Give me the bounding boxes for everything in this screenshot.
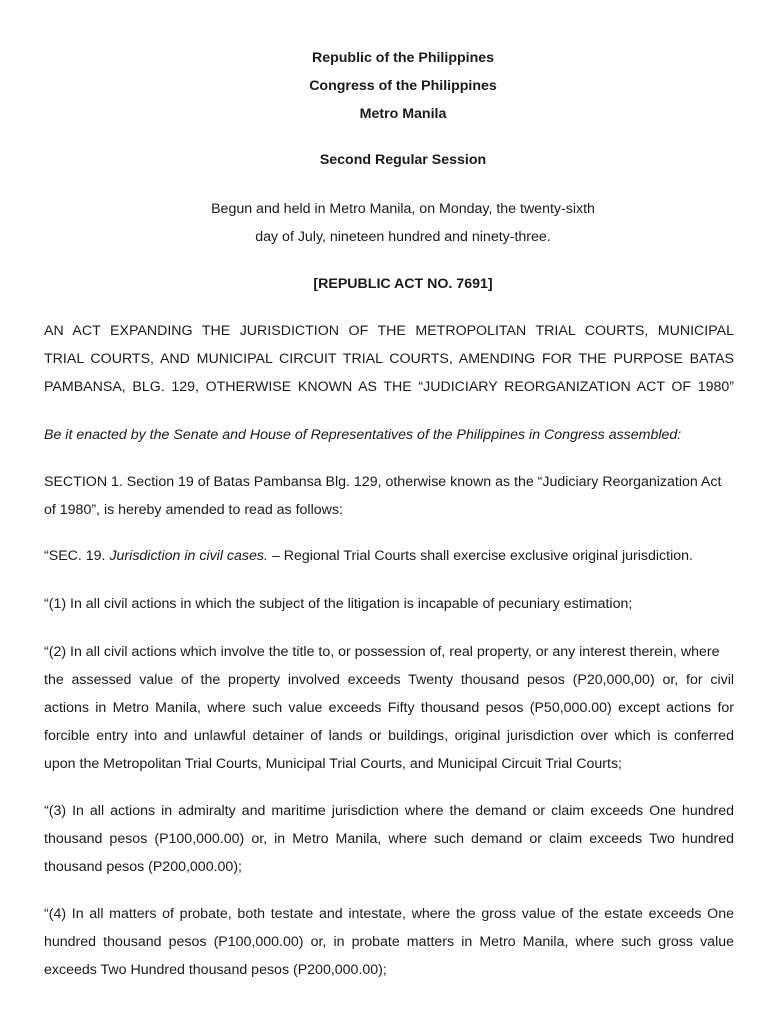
act-number: [REPUBLIC ACT NO. 7691]: [313, 276, 493, 292]
item-3-line: thousand pesos (P100,000.00) or, in Metro Manila, where such demand or claim exceeds Two hundred: [44, 831, 734, 847]
header-congress: Congress of the Philippines: [309, 78, 497, 94]
item-4-line: hundred thousand pesos (P100,000.00) or, in probate matters in Metro Manila, where such gross value: [44, 934, 734, 950]
section-1-line: SECTION 1. Section 19 of Batas Pambansa Blg. 129, otherwise known as the “Judiciary Reorganization Act: [44, 474, 722, 490]
item-2-line: the assessed value of the property involved exceeds Twenty thousand pesos (P20,000,00) or, for civil: [44, 672, 734, 688]
item-2-line: “(2) In all civil actions which involve the title to, or possession of, real property, or any interest therein, where: [44, 644, 720, 660]
item-2-line: upon the Metropolitan Trial Courts, Municipal Trial Courts, and Municipal Circuit Trial Courts;: [44, 756, 622, 772]
sec-19-rest: – Regional Trial Courts shall exercise exclusive original jurisdiction.: [267, 548, 693, 564]
session-title: Second Regular Session: [319, 152, 487, 168]
act-title-line: AN ACT EXPANDING THE JURISDICTION OF THE METROPOLITAN TRIAL COURTS, MUNICIPAL: [44, 323, 734, 339]
item-1: “(1) In all civil actions in which the subject of the litigation is incapable of pecuniary estimation;: [44, 596, 633, 612]
section-1-line: of 1980”, is hereby amended to read as follows:: [44, 502, 343, 518]
act-title-line: PAMBANSA, BLG. 129, OTHERWISE KNOWN AS THE “JUDICIARY REORGANIZATION ACT OF 1980”: [44, 379, 734, 395]
header-location: Metro Manila: [359, 106, 447, 122]
item-3-line: “(3) In all actions in admiralty and maritime jurisdiction where the demand or claim exceeds One hundred: [44, 803, 734, 819]
act-title-line: TRIAL COURTS, AND MUNICIPAL CIRCUIT TRIAL COURTS, AMENDING FOR THE PURPOSE BATAS: [44, 351, 734, 367]
item-3-line: thousand pesos (P200,000.00);: [44, 859, 242, 875]
sec-19-heading: [44, 548, 734, 564]
header-republic: Republic of the Philippines: [311, 50, 495, 66]
begun-line-2: day of July, nineteen hundred and ninety-three.: [255, 229, 551, 245]
begun-line-1: Begun and held in Metro Manila, on Monday, the twenty-sixth: [211, 201, 595, 217]
sec-19-title: Jurisdiction in civil cases.: [109, 548, 268, 564]
item-4-line: exceeds Two Hundred thousand pesos (P200,000.00);: [44, 962, 387, 978]
item-4-line: “(4) In all matters of probate, both testate and intestate, where the gross value of the estate exceeds One: [44, 906, 734, 922]
item-2-line: actions in Metro Manila, where such value exceeds Fifty thousand pesos (P50,000.00) except actions for: [44, 700, 734, 716]
enacting-clause: Be it enacted by the Senate and House of Representatives of the Philippines in Congress assembled:: [44, 427, 682, 443]
item-2-line: forcible entry into and unlawful detainer of lands or buildings, original jurisdiction over which is conferred: [44, 728, 734, 744]
sec-19-prefix: “SEC. 19.: [44, 548, 110, 564]
